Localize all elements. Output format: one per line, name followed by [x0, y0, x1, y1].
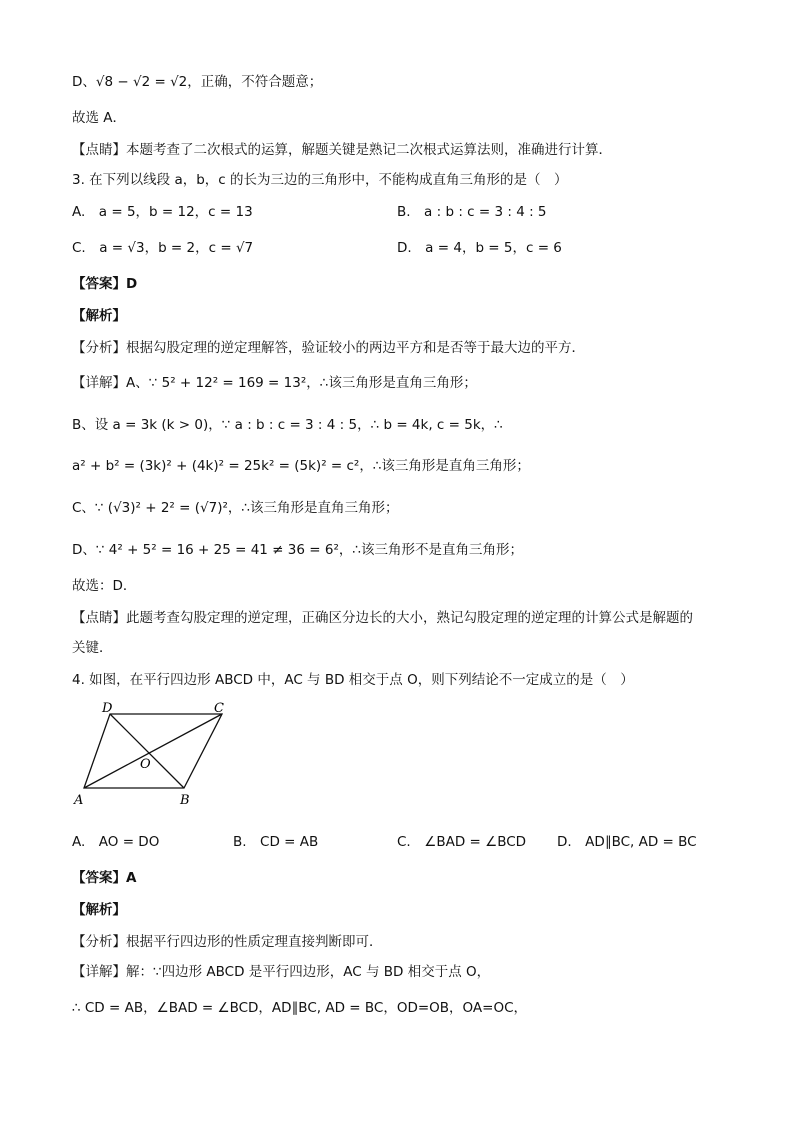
- q3-option-a: A. a = 5，b = 12，c = 13: [72, 204, 253, 220]
- q3-option-d: D. a = 4，b = 5，c = 6: [397, 240, 562, 256]
- q3-option-c: C. a = √3，b = 2，c = √7: [72, 240, 254, 256]
- vertex-label-c: C: [214, 701, 224, 716]
- analysis-tag: 【解析】: [72, 902, 126, 918]
- answer-tag: 【答案】D: [72, 276, 138, 292]
- q4-option-c: C. ∠BAD = ∠BCD: [397, 834, 527, 850]
- vertex-label-d: D: [102, 701, 113, 716]
- text-line: C、∵ (√3)² + 2² = (√7)²，∴该三角形是直角三角形；: [72, 500, 399, 516]
- text-line: 关键．: [72, 640, 113, 656]
- q3-option-b: B. a : b : c = 3 : 4 : 5: [397, 204, 547, 220]
- vertex-label-a: A: [74, 793, 84, 808]
- analysis-tag: 【解析】: [72, 308, 126, 324]
- text-line: B、设 a = 3k (k > 0)，∵ a : b : c = 3 : 4 : 5，∴ b = 4k, c = 5k，∴: [72, 417, 503, 433]
- diagonal-bd: [110, 714, 184, 788]
- text-line: a² + b² = (3k)² + (4k)² = 25k² = (5k)² = c²，∴该三角形是直角三角形；: [72, 458, 530, 474]
- question-4-stem: 4. 如图，在平行四边形 ABCD 中，AC 与 BD 相交于点 O，则下列结论不一定成立的是（ ）: [72, 672, 634, 688]
- diagonal-ac: [84, 714, 222, 788]
- text-line: 故选 A．: [72, 110, 127, 126]
- intersection-label-o: O: [140, 757, 151, 772]
- text-line: 【点睛】本题考查了二次根式的运算，解题关键是熟记二次根式运算法则，准确进行计算．: [72, 142, 612, 158]
- q4-option-b: B. CD = AB: [233, 834, 319, 850]
- q4-option-d: D. AD∥BC, AD = BC: [557, 834, 697, 850]
- q4-option-a: A. AO = DO: [72, 834, 160, 850]
- text-line: 【点睛】此题考查勾股定理的逆定理，正确区分边长的大小，熟记勾股定理的逆定理的计算公式是解题的: [72, 610, 693, 626]
- vertex-label-b: B: [180, 793, 190, 808]
- text-line: 【详解】A、∵ 5² + 12² = 169 = 13²，∴该三角形是直角三角形；: [72, 375, 477, 391]
- text-line: 【详解】解：∵四边形 ABCD 是平行四边形，AC 与 BD 相交于点 O，: [72, 964, 491, 980]
- text-line: ∴ CD = AB，∠BAD = ∠BCD，AD∥BC, AD = BC，OD=OB，OA=OC，: [72, 1000, 528, 1016]
- text-line: D、∵ 4² + 5² = 16 + 25 = 41 ≠ 36 = 6²，∴该三角形不是直角三角形；: [72, 542, 523, 558]
- text-line: 【分析】根据勾股定理的逆定理解答，验证较小的两边平方和是否等于最大边的平方．: [72, 340, 585, 356]
- text-line: 故选：D．: [72, 578, 137, 594]
- text-line: 【分析】根据平行四边形的性质定理直接判断即可．: [72, 934, 383, 950]
- answer-tag: 【答案】A: [72, 870, 137, 886]
- question-3-stem: 3. 在下列以线段 a，b，c 的长为三边的三角形中，不能构成直角三角形的是（ ）: [72, 172, 568, 188]
- text-line: D、√8 − √2 = √2，正确，不符合题意；: [72, 74, 323, 90]
- parallelogram-figure: [72, 700, 242, 812]
